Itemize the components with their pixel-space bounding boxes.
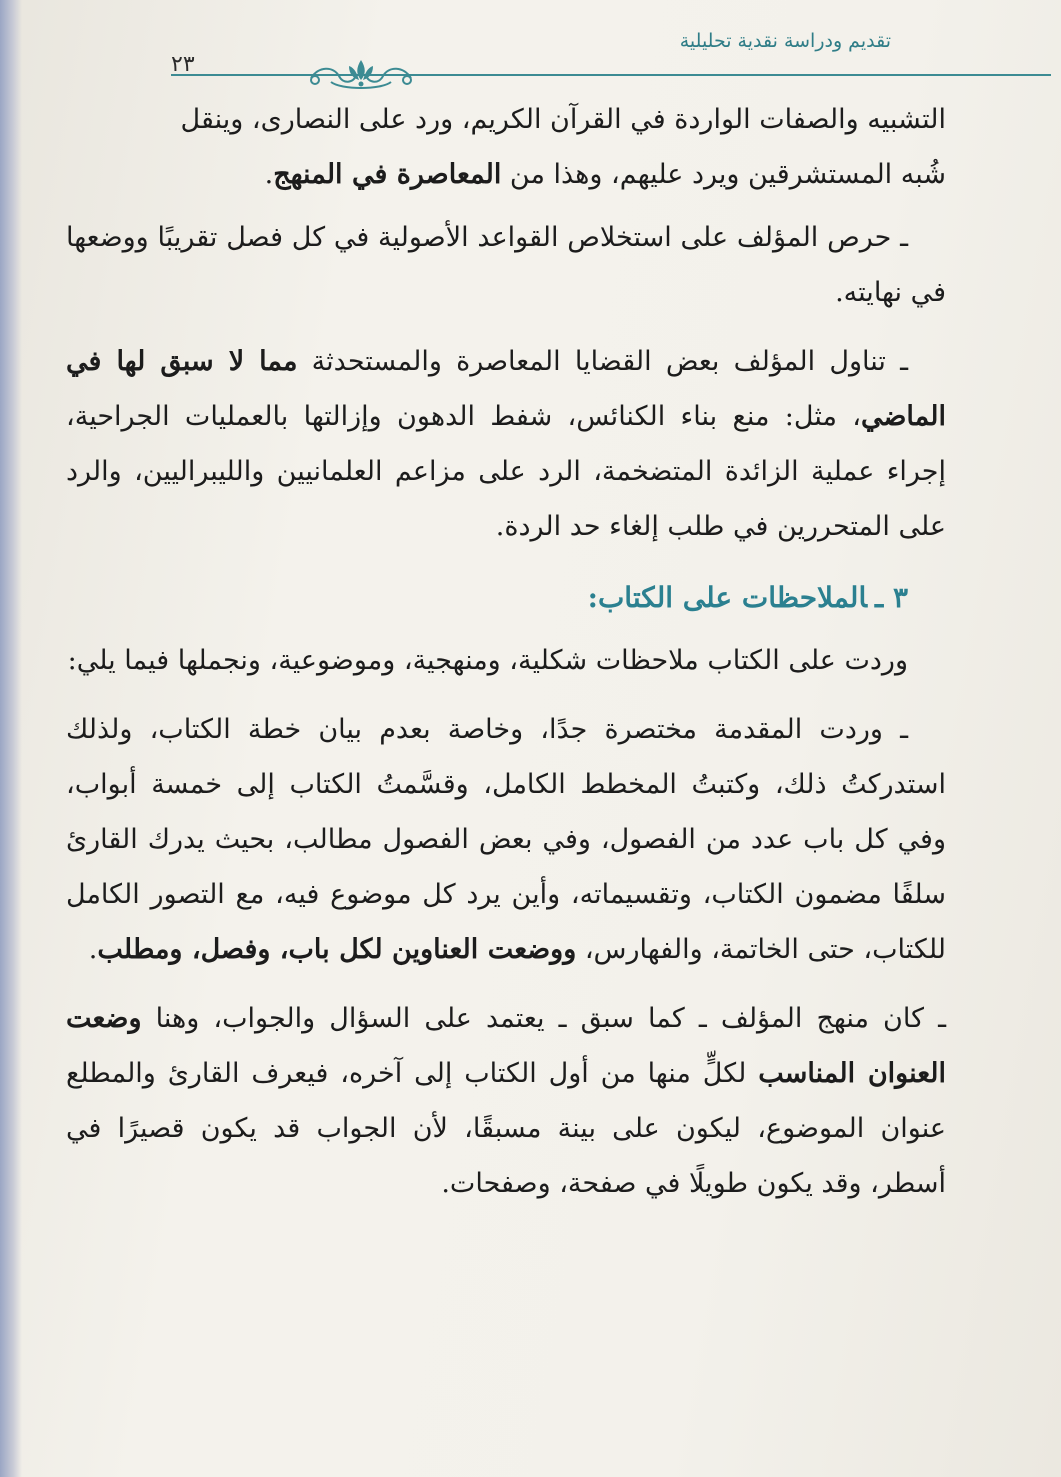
section-number: ٣ ـ: [875, 581, 908, 614]
page-number: ٢٣: [171, 52, 195, 77]
section-heading: [66, 570, 946, 625]
paragraph-1-line-1: التشبيه والصفات الواردة في القرآن الكريم، ورد على النصارى، وينقل: [180, 104, 946, 135]
paragraph-1: [66, 92, 946, 202]
section-title: الملاحظات على الكتاب:: [587, 581, 867, 614]
floral-ornament-icon: [301, 56, 421, 92]
paragraph-4: [66, 633, 946, 688]
paragraph-5: [66, 702, 946, 977]
paragraph-3-text: ـ تناول المؤلف بعض القضايا المعاصرة والمستحدثة: [297, 346, 909, 377]
paragraph-3-rest: ، مثل: منع بناء الكنائس، شفط الدهون وإزالتها بالعمليات الجراحية، إجراء عملية الزائدة المتضخمة، الرد على مزاعم العلمانيين والليبراليين، والرد على المتحررين في طلب إلغاء حد الردة.: [66, 401, 946, 542]
paragraph-3-emphasis: مما لا سبق لها في الماضي: [66, 346, 946, 432]
page-body: [66, 92, 946, 1211]
paragraph-6: [66, 991, 946, 1211]
running-title: تقديم ودراسة نقدية تحليلية: [679, 30, 891, 52]
paragraph-1-text: شُبه المستشرقين ويرد عليهم، وهذا من: [501, 159, 946, 190]
paragraph-5-emphasis: ووضعت العناوين لكل باب، وفصل، ومطلب: [97, 934, 577, 965]
paragraph-6-text: ـ كان منهج المؤلف ـ كما سبق ـ يعتمد على السؤال والجواب، وهنا: [141, 1003, 946, 1034]
paragraph-2: [66, 210, 946, 320]
paragraph-3: [66, 334, 946, 554]
paragraph-6-rest: لكلٍّ منها من أول الكتاب إلى آخره، فيعرف القارئ والمطلع عنوان الموضوع، ليكون على بينة مسبقًا، لأن الجواب قد يكون قصيرًا في أسطر، وقد يكون طويلًا في صفحة، وصفحات.: [66, 1058, 946, 1199]
paragraph-4-text: وردت على الكتاب ملاحظات شكلية، ومنهجية، وموضوعية، ونجملها فيما يلي:: [67, 645, 908, 676]
paragraph-1-end: .: [264, 159, 274, 190]
page-edge-shadow: [0, 0, 22, 1477]
paragraph-1-emphasis: المعاصرة في المنهج: [273, 159, 502, 190]
page-header: [171, 22, 891, 92]
paragraph-6-emphasis: وضعت العنوان المناسب: [66, 1003, 946, 1089]
paragraph-2-text: ـ حرص المؤلف على استخلاص القواعد الأصولية في كل فصل تقريبًا ووضعها في نهايته.: [66, 222, 946, 308]
paragraph-5-end: .: [88, 934, 98, 965]
paragraph-5-text: ـ وردت المقدمة مختصرة جدًا، وخاصة بعدم بيان خطة الكتاب، ولذلك استدركتُ ذلك، وكتبتُ المخطط الكامل، وقسَّمتُ الكتاب إلى خمسة أبواب، وفي كل باب عدد من الفصول، وفي بعض الفصول مطالب، بحيث يدرك القارئ سلفًا مضمون الكتاب، وتقسيماته، وأين يرد كل موضوع فيه، مع التصور الكامل للكتاب، حتى الخاتمة، والفهارس،: [66, 714, 946, 965]
